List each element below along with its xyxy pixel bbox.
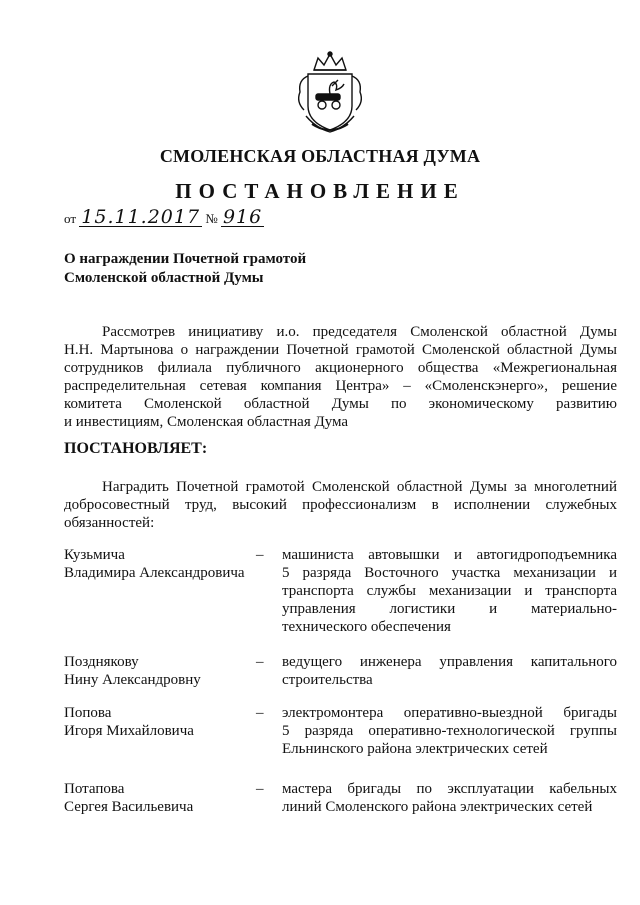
awardee-name bbox=[64, 704, 254, 740]
awardee-name bbox=[64, 653, 254, 689]
position-line: строительства bbox=[282, 672, 373, 688]
awardee-given-names: Игоря Михайловича bbox=[64, 723, 194, 739]
dash-separator: – bbox=[256, 781, 264, 797]
document-type: ПОСТАНОВЛЕНИЕ bbox=[175, 179, 465, 203]
paragraph-line: обязанностей: bbox=[64, 515, 155, 531]
paragraph-line: Рассмотрев инициативу и.о. председателя Смоленской областной Думы bbox=[102, 324, 617, 340]
dash-separator: – bbox=[256, 654, 264, 670]
awardee-position bbox=[282, 653, 617, 689]
position-line: электромонтера оперативно-выездной бригады bbox=[282, 705, 617, 721]
smolensk-coat-of-arms-emblem bbox=[292, 50, 368, 134]
position-line: технического обеспечения bbox=[282, 619, 451, 635]
resolves-heading: ПОСТАНОВЛЯЕТ: bbox=[64, 440, 208, 457]
handwritten-date: 15.11.2017 bbox=[81, 206, 201, 228]
awardee-name bbox=[64, 780, 254, 816]
awardee-position bbox=[282, 780, 617, 816]
subject-line: Смоленской областной Думы bbox=[64, 270, 264, 286]
awardee-position bbox=[282, 546, 617, 636]
paragraph-line: распределительная сетевая компания Центра» – «Смоленскэнерго», решение bbox=[64, 378, 617, 394]
paragraph-line: комитета Смоленской областной Думы по экономическому развитию bbox=[64, 396, 617, 412]
awardee-surname: Попова bbox=[64, 705, 112, 721]
position-line: Ельнинского района электрических сетей bbox=[282, 741, 548, 757]
position-line: мастера бригады по эксплуатации кабельных bbox=[282, 781, 617, 797]
position-line: транспорта службы механизации и транспорта bbox=[282, 583, 617, 599]
dash-separator: – bbox=[256, 547, 264, 563]
paragraph-line: Н.Н. Мартынова о награждении Почетной грамотой Смоленской областной Думы bbox=[64, 342, 617, 358]
handwritten-number: 916 bbox=[222, 206, 263, 228]
date-number-line bbox=[64, 208, 264, 228]
awardee-name bbox=[64, 546, 254, 582]
awardee-surname: Потапова bbox=[64, 781, 125, 797]
preamble-paragraph bbox=[64, 323, 617, 431]
decision-paragraph bbox=[64, 478, 617, 532]
number-prefix: № bbox=[205, 211, 218, 226]
paragraph-line: добросовестный труд, высокий профессионализм в исполнении служебных bbox=[64, 497, 617, 513]
awardee-position bbox=[282, 704, 617, 758]
paragraph-line: и инвестициям, Смоленская областная Дума bbox=[64, 414, 349, 430]
document-subject bbox=[64, 250, 306, 288]
position-line: 5 разряда оперативно-технологической группы bbox=[282, 723, 617, 739]
awardee-given-names: Нину Александровну bbox=[64, 672, 201, 688]
awardee-surname: Кузьмича bbox=[64, 547, 125, 563]
dash-separator: – bbox=[256, 705, 264, 721]
date-prefix: от bbox=[64, 211, 77, 226]
awardee-given-names: Сергея Васильевича bbox=[64, 799, 194, 815]
awardee-surname: Позднякову bbox=[64, 654, 139, 670]
position-line: машиниста автовышки и автогидроподъемника bbox=[282, 547, 617, 563]
paragraph-line: Наградить Почетной грамотой Смоленской областной Думы за многолетний bbox=[102, 479, 617, 495]
organization-name: СМОЛЕНСКАЯ ОБЛАСТНАЯ ДУМА bbox=[159, 146, 481, 166]
awardee-given-names: Владимира Александровича bbox=[64, 565, 245, 581]
position-line: 5 разряда Восточного участка механизации и bbox=[282, 565, 617, 581]
paragraph-line: сотрудников филиала публичного акционерного общества «Межрегиональная bbox=[64, 360, 617, 376]
subject-line: О награждении Почетной грамотой bbox=[64, 251, 307, 267]
position-line: управления логистики и материально- bbox=[282, 601, 617, 617]
position-line: ведущего инженера управления капитального bbox=[282, 654, 617, 670]
position-line: линий Смоленского района электрических сетей bbox=[282, 799, 593, 815]
